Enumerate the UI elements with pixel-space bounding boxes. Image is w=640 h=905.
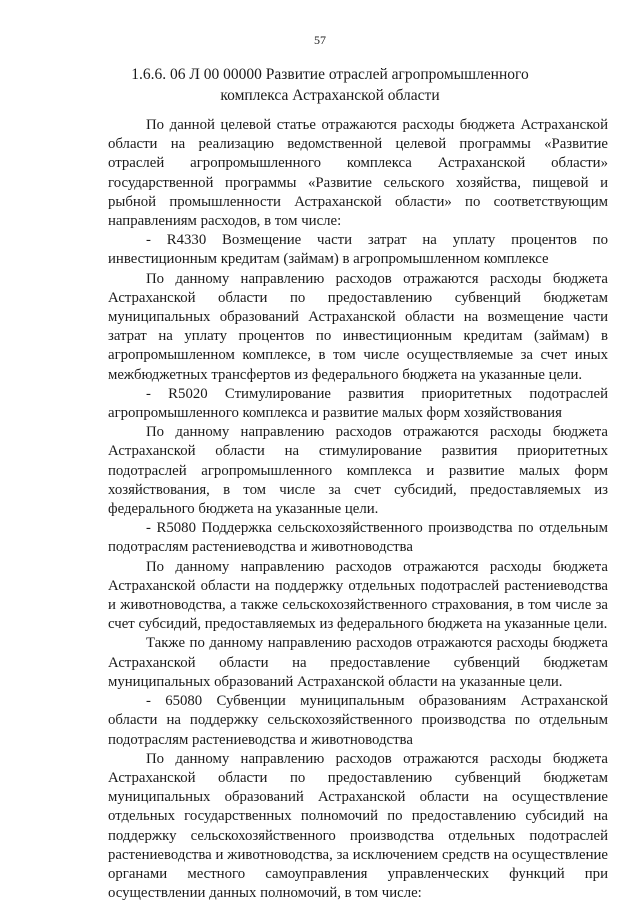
- item-r5020: - R5020 Стимулирование развития приоритетных подотраслей агропромышленного комплекса и развитие малых форм хозяйствования: [108, 385, 608, 422]
- intro-paragraph: По данной целевой статье отражаются расходы бюджета Астраханской области на реализацию ведомственной целевой программы «Развитие отраслей агропромышленного комплекса Астраханской области» государственной программы «Развитие сельского хозяйства, пищевой и рыбной промышленности Астраханской области» по соответствующим направлениям расходов, в том числе:: [108, 117, 608, 230]
- r5080-description: По данному направлению расходов отражаются расходы бюджета Астраханской области на поддержку отдельных подотраслей растениеводства и животноводства, а также сельскохозяйственного страхования, в том числе за счет субсидий, предоставляемых из федерального бюджета на указанные цели.: [108, 558, 608, 633]
- r5020-description: По данному направлению расходов отражаются расходы бюджета Астраханской области на стимулирование развития приоритетных подотраслей агропромышленного комплекса и развитие малых форм хозяйствования, в том числе за счет субсидий, предоставляемых из федерального бюджета на указанные цели.: [108, 424, 608, 518]
- section-heading: 1.6.6. 06 Л 00 00000 Развитие отраслей агропромышленного комплекса Астраханской области: [131, 66, 529, 104]
- r4330-description: По данному направлению расходов отражаются расходы бюджета Астраханской области по предоставлению субвенций бюджетам муниципальных образований Астраханской области на возмещение части затрат на уплату процентов по инвестиционным кредитам (займам) в агропромышленном комплексе, в том числе осуществляемые за счет иных межбюджетных трансфертов из федерального бюджета на указанные цели.: [108, 270, 608, 383]
- document-body: [108, 116, 608, 903]
- 65080-description: По данному направлению расходов отражаются расходы бюджета Астраханской области по предоставлению субвенций бюджетам муниципальных образований Астраханской области на осуществление отдельных государственных полномочий по предоставлению субсидий на поддержку сельскохозяйственного производства отдельных подотраслей растениеводства и животноводства, за исключением средств на осуществление органами местного самоуправления управленческих функций при осуществлении данных полномочий, в том числе:: [108, 750, 608, 902]
- item-r4330: - R4330 Возмещение части затрат на уплату процентов по инвестиционным кредитам (займам) в агропромышленном комплексе: [108, 232, 608, 268]
- page-number: 57: [314, 33, 326, 47]
- item-r5080: - R5080 Поддержка сельскохозяйственного производства по отдельным подотраслям растениеводства и животноводства: [108, 520, 608, 556]
- r5080-additional: Также по данному направлению расходов отражаются расходы бюджета Астраханской области на предоставление субвенций бюджетам муниципальных образований Астраханской области на указанные цели.: [108, 635, 608, 690]
- item-65080: - 65080 Субвенции муниципальным образованиям Астраханской области на поддержку сельскохозяйственного производства по отдельным подотраслям растениеводства и животноводства: [108, 693, 608, 748]
